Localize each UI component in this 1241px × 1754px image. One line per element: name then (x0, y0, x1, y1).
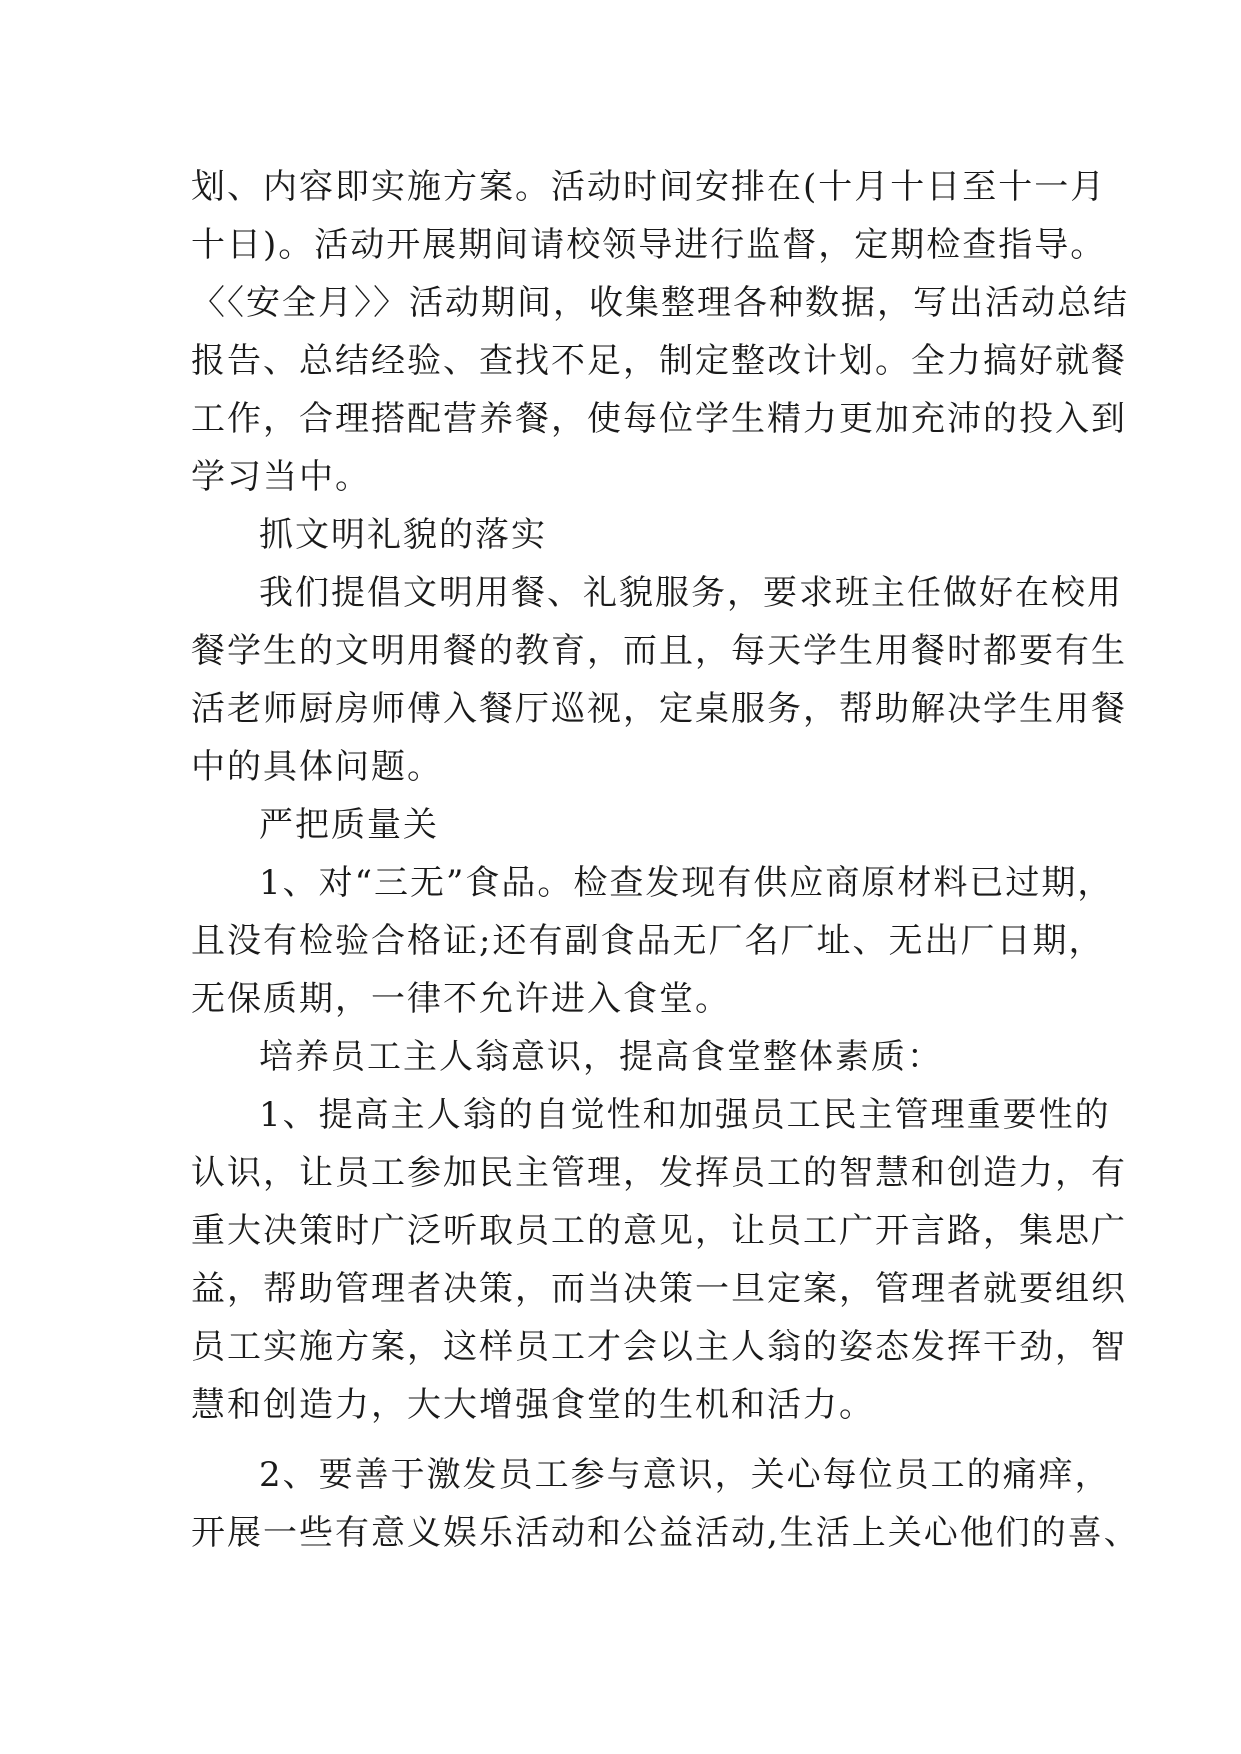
paragraph (191, 1086, 1127, 1434)
text-line: 十日)。活动开展期间请校领导进行监督，定期检查指导。 (191, 225, 1107, 265)
section-heading (191, 1028, 1071, 1086)
text-line: 报告、总结经验、查找不足，制定整改计划。全力搞好就餐 (191, 341, 1127, 381)
text-line: 培养员工主人翁意识，提高食堂整体素质： (259, 1037, 943, 1077)
paragraph (191, 1446, 1140, 1562)
text-line: 开展一些有意义娱乐活动和公益活动,生活上关心他们的喜、 (191, 1513, 1140, 1553)
text-line: 员工实施方案，这样员工才会以主人翁的姿态发挥干劲，智 (191, 1327, 1127, 1367)
text-line: 〈〈安全月〉〉活动期间，收集整理各种数据，写出活动总结 (191, 283, 1129, 323)
text-line: 认识，让员工参加民主管理，发挥员工的智慧和创造力，有 (191, 1153, 1127, 1193)
text-line: 2、要善于激发员工参与意识，关心每位员工的痛痒， (259, 1455, 1111, 1495)
text-line: 活老师厨房师傅入餐厅巡视，定桌服务，帮助解决学生用餐 (191, 689, 1127, 729)
text-line: 学习当中。 (191, 457, 371, 497)
text-line: 益，帮助管理者决策，而当决策一旦定案，管理者就要组织 (191, 1269, 1127, 1309)
text-line: 慧和创造力，大大增强食堂的生机和活力。 (191, 1385, 875, 1425)
text-line: 我们提倡文明用餐、礼貌服务，要求班主任做好在校用 (259, 573, 1123, 613)
text-line: 抓文明礼貌的落实 (259, 515, 547, 555)
text-line: 无保质期，一律不允许进入食堂。 (191, 979, 731, 1019)
text-line: 工作，合理搭配营养餐，使每位学生精力更加充沛的投入到 (191, 399, 1127, 439)
text-line: 餐学生的文明用餐的教育，而且，每天学生用餐时都要有生 (191, 631, 1127, 671)
paragraph (191, 854, 1114, 1028)
text-line: 划、内容即实施方案。活动时间安排在(十月十日至十一月 (191, 167, 1107, 207)
section-heading (191, 506, 1071, 564)
text-line: 1、提高主人翁的自觉性和加强员工民主管理重要性的 (259, 1095, 1111, 1135)
document-body (191, 158, 1140, 1562)
text-line: 且没有检验合格证;还有副食品无厂名厂址、无出厂日期， (191, 921, 1105, 961)
text-line: 1、对“三无”食品。检查发现有供应商原材料已过期， (259, 863, 1114, 903)
section-heading (191, 796, 1071, 854)
text-line: 重大决策时广泛听取员工的意见，让员工广开言路，集思广 (191, 1211, 1127, 1251)
paragraph-spacer (191, 1434, 1071, 1446)
paragraph (191, 158, 1129, 506)
text-line: 严把质量关 (259, 805, 439, 845)
text-line: 中的具体问题。 (191, 747, 443, 787)
paragraph (191, 564, 1127, 796)
